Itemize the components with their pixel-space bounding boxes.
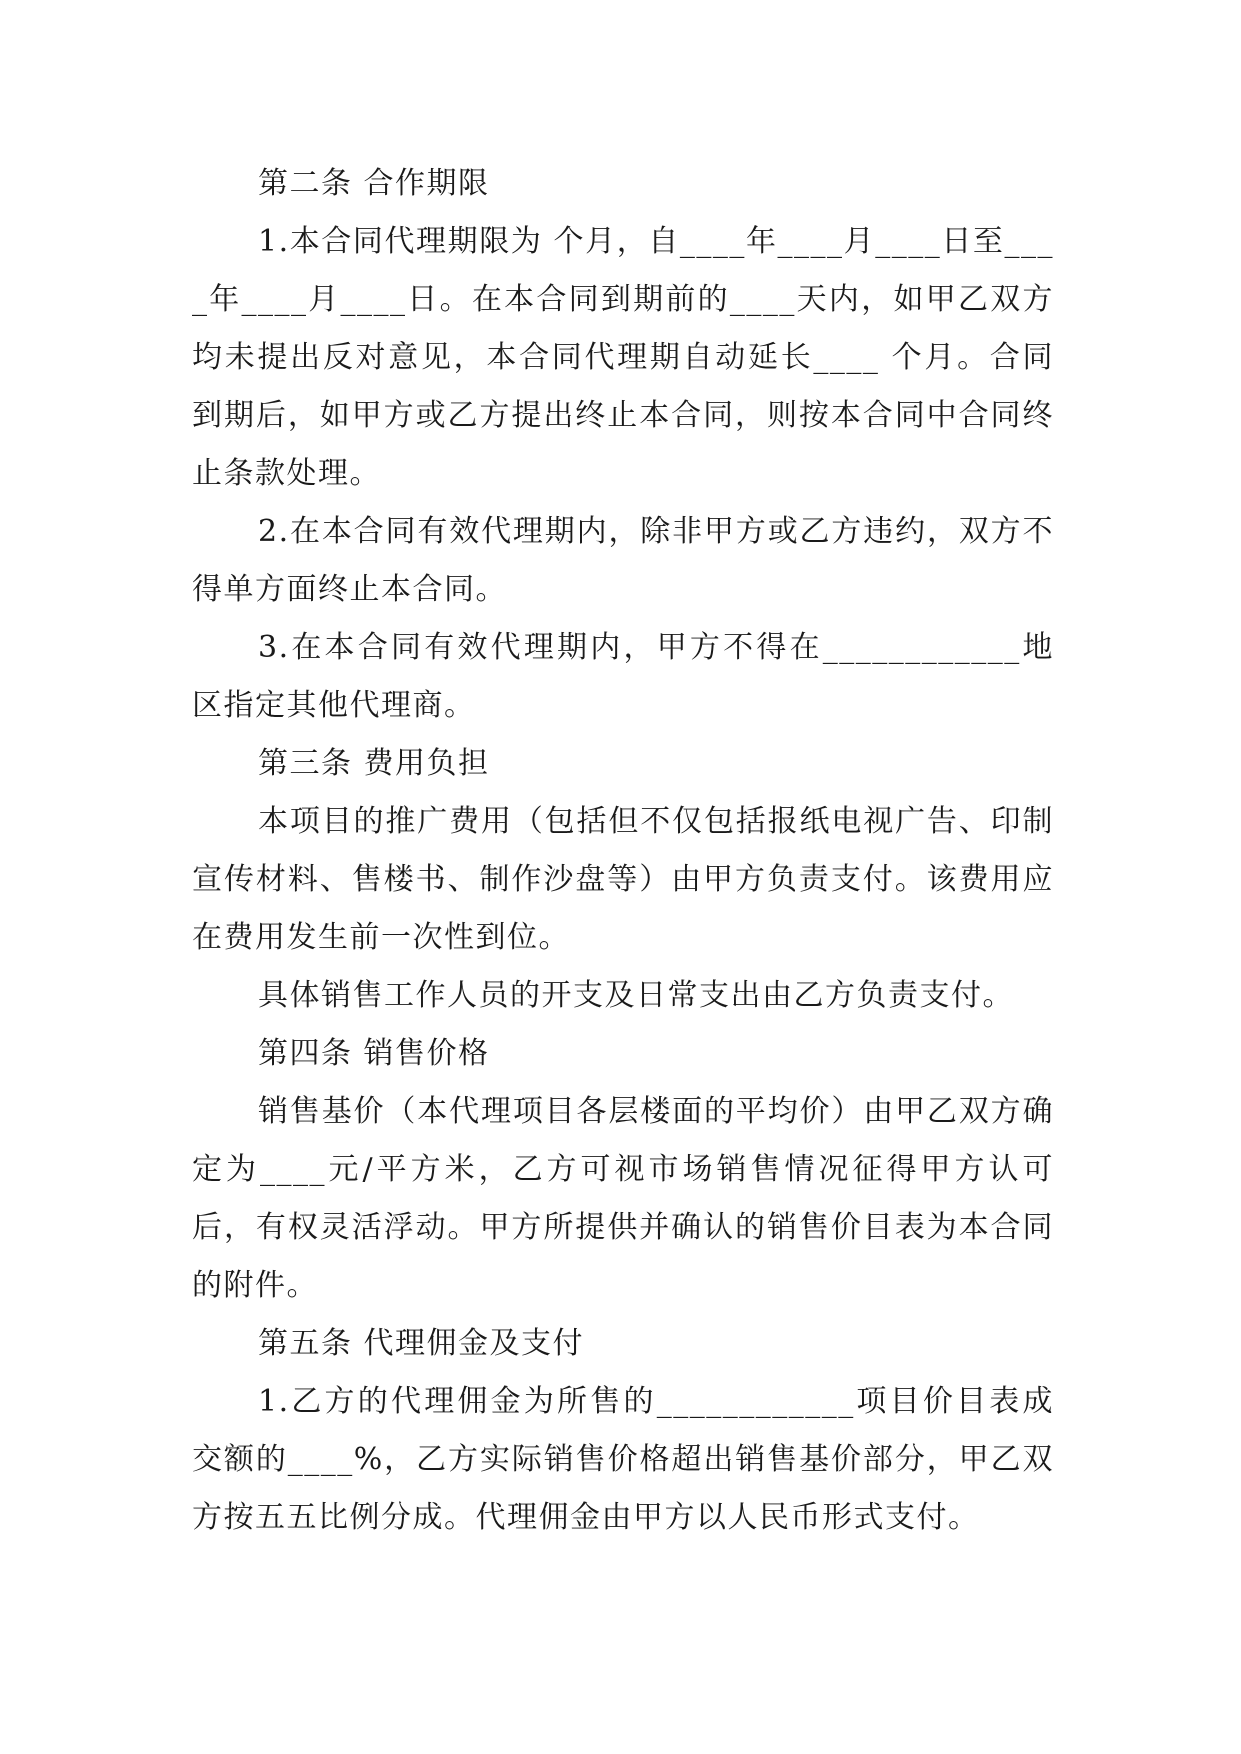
article-2-clause-2: 2.在本合同有效代理期内，除非甲方或乙方违约，双方不得单方面终止本合同。 bbox=[192, 514, 1054, 607]
article-3-heading: 第三条 费用负担 bbox=[258, 746, 490, 781]
article-2-heading: 第二条 合作期限 bbox=[258, 166, 490, 201]
article-5-heading: 第五条 代理佣金及支付 bbox=[258, 1326, 585, 1361]
article-3-paragraph-1: 本项目的推广费用（包括但不仅包括报纸电视广告、印制宣传材料、售楼书、制作沙盘等）由甲方负责支付。该费用应在费用发生前一次性到位。 bbox=[192, 804, 1054, 955]
article-4-heading: 第四条 销售价格 bbox=[258, 1036, 490, 1071]
document-body bbox=[192, 155, 1054, 1547]
article-3-paragraph-2: 具体销售工作人员的开支及日常支出由乙方负责支付。 bbox=[258, 978, 1014, 1013]
article-2-clause-3: 3.在本合同有效代理期内，甲方不得在____________地区指定其他代理商。 bbox=[192, 630, 1054, 723]
article-5-clause-1: 1.乙方的代理佣金为所售的____________项目价目表成交额的____%，乙方实际销售价格超出销售基价部分，甲乙双方按五五比例分成。代理佣金由甲方以人民币形式支付。 bbox=[192, 1384, 1054, 1535]
article-2-clause-1: 1.本合同代理期限为 个月，自____年____月____日至____年____月____日。在本合同到期前的____天内，如甲乙双方均未提出反对意见，本合同代理期自动延长____ 个月。合同到期后，如甲方或乙方提出终止本合同，则按本合同中合同终止条款处理。 bbox=[192, 224, 1054, 491]
article-4-paragraph-1: 销售基价（本代理项目各层楼面的平均价）由甲乙双方确定为____元/平方米，乙方可视市场销售情况征得甲方认可后，有权灵活浮动。甲方所提供并确认的销售价目表为本合同的附件。 bbox=[192, 1094, 1054, 1303]
